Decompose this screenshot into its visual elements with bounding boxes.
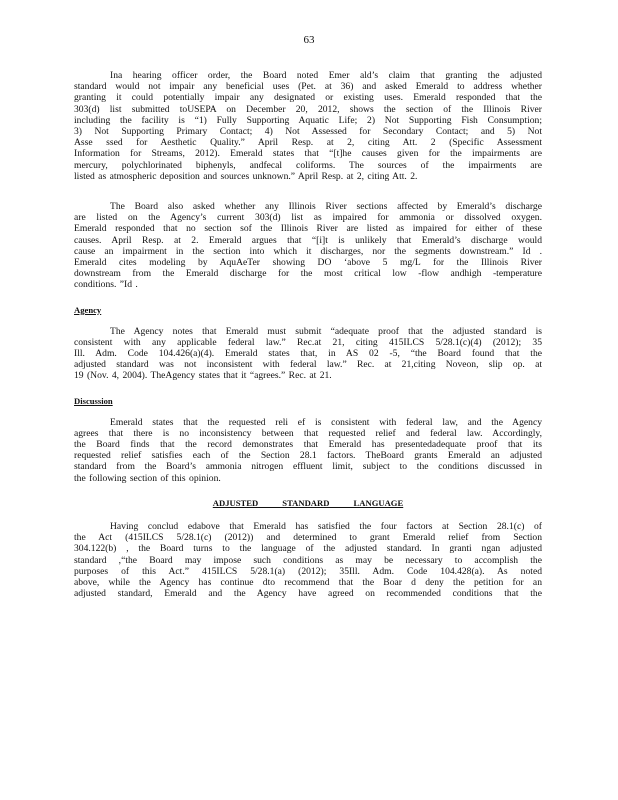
text-line: Emerald cites modeling by AquAeTer showing DO ‘above 5 mg/L for the Illinois River	[74, 257, 542, 269]
text-line: Having conclud edabove that Emerald has satisfied the four factors at Section 28.1(c) of	[110, 520, 542, 532]
paragraph-discussion	[74, 417, 542, 484]
text-line: 3) Not Supporting Primary Contact; 4) Not Assessed for Secondary Contact; and 5) Not	[74, 126, 542, 138]
text-line: Emerald responded that no section sof the Illinois River are listed as impaired for either of these	[74, 223, 542, 235]
heading-adjusted-standard-language: ADJUSTED STANDARD LANGUAGE	[212, 497, 404, 508]
text-line: above, while the Agency has continue dto recommend that the Boar d deny the petition for an	[74, 576, 542, 588]
text-line: 304.122(b) , the Board turns to the language of the adjusted standard. In granti ngan adjusted	[74, 543, 542, 555]
text-line: standard ,“the Board may impose such conditions as may be necessary to accomplish the	[74, 554, 542, 566]
page-number: 63	[303, 34, 315, 46]
text-line: Information for Streams, 2012). Emerald states that “[t]he causes given for the impairments are	[74, 148, 542, 160]
text-line: the following section of this opinion.	[74, 472, 221, 484]
text-line: Ina hearing officer order, the Board noted Emer ald’s claim that granting the adjusted	[110, 70, 542, 81]
text-line: The Agency notes that Emerald must submit “adequate proof that the adjusted standard is	[110, 325, 542, 337]
text-line: agrees that there is no inconsistency between that requested relief and federal law. Accordingly,	[74, 427, 542, 439]
text-line: the Board finds that the record demonstrates that Emerald has presentedadequate proof that its	[74, 439, 542, 451]
text-line: Ill. Adm. Code 104.426(a)(4). Emerald states that, in AS 02 -5, “the Board found that the	[74, 348, 542, 360]
text-line: listed as atmospheric deposition and sources unknown.” April Resp. at 2, citing Att. 2.	[74, 170, 418, 182]
text-line: downstream from the Emerald discharge for the most critical low -flow andhigh -temperature	[74, 268, 542, 280]
text-line: adjusted standard was not inconsistent with federal law.” Rec. at 21,citing Noveon, slip op. at	[74, 359, 542, 371]
text-line: Asse ssed for Aesthetic Quality.” April Resp. at 2, citing Att. 2 (Specific Assessment	[74, 137, 542, 149]
text-line: consistent with any applicable federal law.” Rec.at 21, citing 415ILCS 5/28.1(c)(4) (2012); 35	[74, 336, 542, 348]
text-line: granting it could potentially impair any designated or existing uses. Emerald responded that the	[74, 92, 542, 104]
paragraph-agency-federal-law	[74, 326, 542, 382]
text-line: standard from the Board’s ammonia nitrogen effluent limit, subject to the conditions discussed in	[74, 461, 542, 473]
text-line: purposes of this Act.” 415ILCS 5/28.1(a) (2012); 35Ill. Adm. Code 104.428(a). As noted	[74, 565, 542, 577]
text-line: including the facility is “1) Fully Supporting Aquatic Life; 2) Not Supporting Fish Consumption;	[74, 114, 542, 126]
text-line: causes. April Resp. at 2. Emerald argues that “[i]t is unlikely that Emerald’s discharge would	[74, 234, 542, 246]
paragraph-303d-list	[74, 201, 542, 291]
paragraph-hearing-officer-order	[74, 70, 542, 182]
text-line: mercury, polychlorinated biphenyls, andfecal coliforms. The sources of the impairments are	[74, 159, 542, 171]
heading-agency: Agency	[74, 304, 102, 315]
text-line: standard would not impair any beneficial uses (Pet. at 36) and asked Emerald to address whether	[74, 81, 542, 93]
paragraph-adjusted-standard-language	[74, 521, 542, 599]
text-line: The Board also asked whether any Illinois River sections affected by Emerald’s discharge	[110, 201, 542, 213]
text-line: requested relief satisfies each of the Section 28.1 factors. TheBoard grants Emerald an adjusted	[74, 450, 542, 462]
text-line: conditions. ”Id .	[74, 279, 138, 291]
heading-discussion: Discussion	[74, 395, 113, 406]
text-line: the Act (415ILCS 5/28.1(c) (2012)) and determined to grant Emerald relief from Section	[74, 532, 542, 544]
text-line: 19 (Nov. 4, 2004). TheAgency states that it “agrees.” Rec. at 21.	[74, 370, 332, 382]
text-line: 303(d) list submitted toUSEPA on December 20, 2012, shows the section of the Illinois River	[74, 103, 542, 115]
text-line: are listed on the Agency’s current 303(d) list as impaired for ammonia or dissolved oxygen.	[74, 212, 542, 224]
text-line: Emerald states that the requested reli ef is consistent with federal law, and the Agency	[110, 416, 542, 428]
text-line: cause an impairment in the section into which it discharges, nor the segments downstream.” Id .	[74, 245, 542, 257]
text-line: adjusted standard, Emerald and the Agency have agreed on recommended conditions that the	[74, 588, 542, 600]
document-body	[74, 70, 542, 599]
